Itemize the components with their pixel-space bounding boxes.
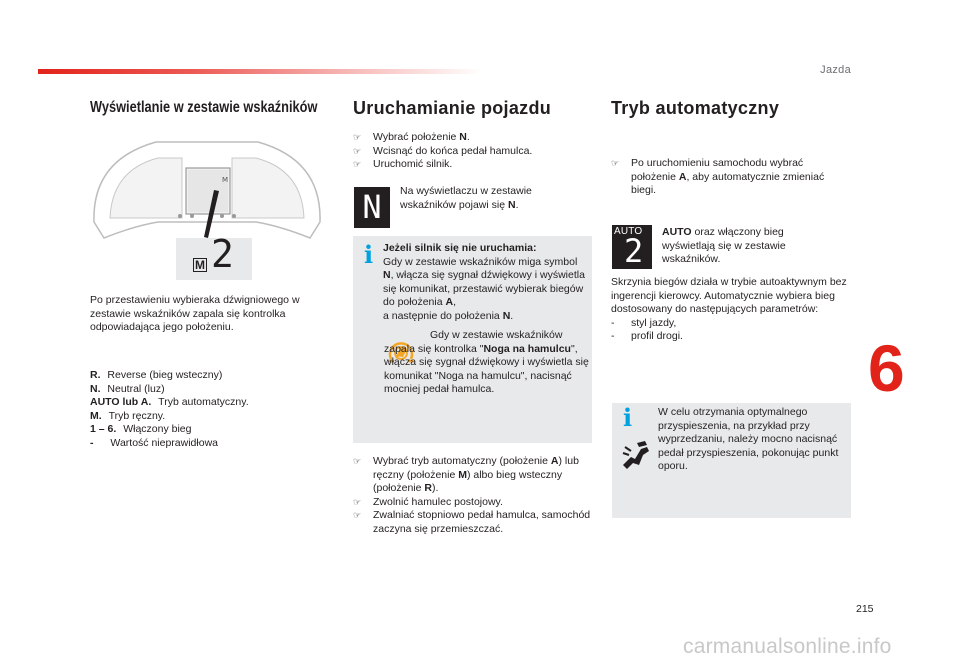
auto-param-1 bbox=[611, 317, 851, 331]
step-bold: A bbox=[678, 170, 687, 183]
start-step-1 bbox=[353, 131, 593, 145]
display-n-text bbox=[400, 185, 575, 212]
auto-description bbox=[611, 276, 851, 344]
section-title: Jazda bbox=[820, 64, 851, 76]
bullet-arrow-icon: ☞ bbox=[353, 132, 362, 142]
warn-text: ", włącza się sygnał dźwiękowy i wyświetla się komunikat "Noga na hamulcu", nacisnąć mocniej pedał hamulca. bbox=[384, 342, 589, 395]
legend-key: R. bbox=[90, 369, 101, 381]
info-bold: A bbox=[445, 296, 454, 308]
step-bold: R bbox=[424, 482, 432, 494]
legend-row-auto bbox=[90, 396, 322, 410]
warn-bold: Noga na hamulcu bbox=[483, 342, 571, 355]
legend-value: Tryb ręczny. bbox=[108, 409, 166, 422]
display-auto-label: AUTO bbox=[614, 226, 643, 237]
auto-param-2 bbox=[611, 330, 851, 344]
display-text-end: . bbox=[515, 198, 519, 211]
legend-key: AUTO lub A. bbox=[90, 396, 152, 408]
heading-automatic-mode: Tryb automatyczny bbox=[611, 98, 780, 118]
legend-key: N. bbox=[90, 382, 101, 395]
start-step-6 bbox=[353, 509, 593, 536]
info-icon: i bbox=[623, 403, 633, 432]
legend-value: Włączony bieg bbox=[123, 423, 192, 435]
step-text: Wybrać położenie bbox=[373, 131, 460, 143]
step-text: Uruchomić silnik. bbox=[373, 158, 453, 170]
auto-display-text bbox=[662, 226, 837, 267]
heading-cluster-display: Wyświetlanie w zestawie wskaźników bbox=[90, 99, 318, 116]
info-bold: N bbox=[502, 309, 511, 322]
step-text: Zwolnić hamulec postojowy. bbox=[373, 495, 503, 508]
display-auto-icon bbox=[612, 225, 652, 269]
info-box-not-starting bbox=[353, 236, 592, 443]
auto-para: Skrzynia biegów działa w trybie autoaktywnym bez ingerencji kierowcy. Automatycznie wybiera bieg dostosowany do następujących parametrów: bbox=[611, 276, 847, 315]
info-text: a następnie do położenia bbox=[383, 309, 503, 322]
display-bold: N bbox=[507, 198, 516, 211]
chapter-number: 6 bbox=[868, 331, 905, 405]
auto-step-1 bbox=[611, 157, 843, 198]
watermark-text: carmanualsonline.info bbox=[683, 635, 892, 658]
info-title: Jeżeli silnik się nie uruchamia: bbox=[383, 242, 537, 254]
display-auto-gear: 2 bbox=[624, 232, 644, 270]
bullet-arrow-icon: ☞ bbox=[353, 510, 362, 520]
info-text: . bbox=[510, 309, 514, 322]
info-text-brake-warning bbox=[384, 329, 589, 397]
step-text: ) albo bieg wsteczny (położenie bbox=[373, 468, 563, 494]
step-bold: A bbox=[550, 455, 559, 467]
start-step-4 bbox=[353, 455, 593, 496]
pedal-press-icon bbox=[619, 437, 653, 471]
info-box-kickdown bbox=[612, 403, 851, 518]
display-n-icon bbox=[354, 187, 390, 228]
display-text: Na wyświetlaczu w zestawie wskaźników pojawi się bbox=[400, 185, 532, 211]
auto-text: oraz włączony bieg wyświetlają się w zestawie wskaźników. bbox=[662, 226, 786, 265]
param-text: profil drogi. bbox=[631, 330, 683, 342]
bullet-arrow-icon: ☞ bbox=[353, 456, 362, 466]
legend-key: - bbox=[90, 436, 94, 449]
info-text: , włącza się sygnał dźwiękowy i wyświetla się komunikat, przestawić wybierak biegów do położenia bbox=[383, 269, 585, 308]
legend-row-r bbox=[90, 369, 322, 383]
cluster-gear-readout bbox=[183, 232, 251, 278]
step-bold: N bbox=[459, 131, 467, 143]
step-text: . bbox=[466, 131, 470, 143]
legend-value: Reverse (bieg wsteczny) bbox=[107, 369, 223, 381]
cluster-intro-text: Po przestawieniu wybieraka dźwigniowego w zestawie wskaźników zapala się kontrolka odpowiadająca jego położeniu. bbox=[90, 294, 300, 333]
step-bold: M bbox=[458, 468, 467, 481]
bullet-arrow-icon: ☞ bbox=[353, 145, 362, 156]
warn-text: Gdy w zestawie wskaźników zapala się kontrolka " bbox=[384, 329, 563, 355]
bullet-arrow-icon: ☞ bbox=[611, 158, 620, 168]
legend-value: Wartość nieprawidłowa bbox=[110, 436, 218, 449]
info-icon: i bbox=[364, 240, 374, 269]
heading-starting: Uruchamianie pojazdu bbox=[353, 98, 552, 118]
dash-bullet: - bbox=[611, 330, 615, 342]
bullet-arrow-icon: ☞ bbox=[353, 159, 362, 169]
gear-mode-indicator: M bbox=[195, 258, 205, 272]
display-letter: N bbox=[362, 188, 382, 226]
page-number: 215 bbox=[856, 603, 874, 615]
legend-key: 1 – 6. bbox=[90, 423, 117, 435]
step-text: Zwalniać stopniowo pedał hamulca, samochód zaczyna się przemieszczać. bbox=[373, 509, 591, 535]
step-text: ) lub ręczny (położenie bbox=[373, 455, 579, 481]
info-text-kickdown: W celu otrzymania optymalnego przyspieszenia, na przykład przy wyprzedzaniu, należy mocno nacisnąć pedał przyspieszenia, pokonując punkt oporu. bbox=[658, 406, 839, 472]
legend-row-gears bbox=[90, 423, 322, 437]
legend-row-n bbox=[90, 383, 322, 397]
legend-key: M. bbox=[90, 409, 102, 422]
start-steps bbox=[353, 131, 593, 172]
start-step-2 bbox=[353, 145, 593, 159]
step-text: , aby automatycznie zmieniać biegi. bbox=[631, 170, 825, 196]
start-step-5 bbox=[353, 496, 593, 510]
info-text-not-starting bbox=[383, 242, 588, 323]
step-text: Wcisnąć do końca pedał hamulca. bbox=[373, 144, 533, 157]
bullet-arrow-icon: ☞ bbox=[353, 496, 362, 507]
start-steps-continued bbox=[353, 455, 593, 536]
svg-text:M: M bbox=[222, 176, 229, 184]
legend-value: Neutral (luz) bbox=[107, 382, 165, 395]
step-text: Wybrać tryb automatyczny (położenie bbox=[373, 455, 551, 467]
step-text: Po uruchomieniu samochodu wybrać położenie bbox=[631, 157, 804, 183]
header-accent-bar bbox=[38, 69, 483, 74]
legend-row-m bbox=[90, 410, 322, 424]
info-text: Gdy w zestawie wskaźników miga symbol bbox=[383, 255, 578, 268]
auto-bold: AUTO bbox=[662, 226, 692, 238]
dash-bullet: - bbox=[611, 316, 615, 329]
legend-row-invalid bbox=[90, 437, 322, 451]
auto-step bbox=[611, 157, 843, 198]
param-text: styl jazdy, bbox=[631, 316, 677, 329]
gear-number: 2 bbox=[211, 232, 234, 276]
info-bold: N bbox=[383, 269, 391, 281]
gear-legend bbox=[90, 369, 322, 450]
legend-value: Tryb automatyczny. bbox=[158, 396, 249, 408]
start-step-3 bbox=[353, 158, 593, 172]
info-text: , bbox=[453, 296, 456, 308]
step-text: ). bbox=[431, 482, 439, 494]
